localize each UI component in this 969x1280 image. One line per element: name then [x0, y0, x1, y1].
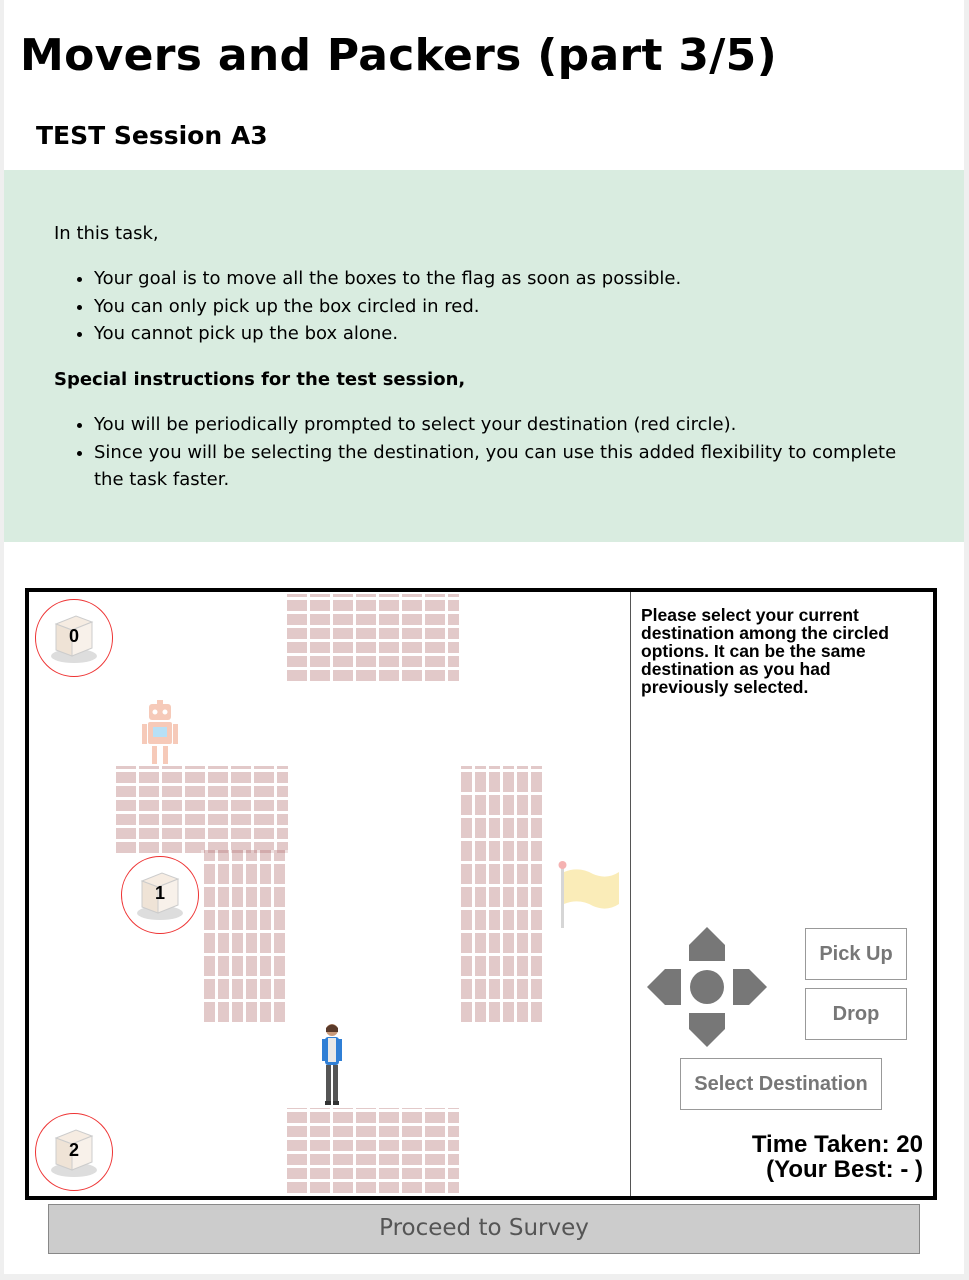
- box-destination-2[interactable]: [35, 1113, 113, 1191]
- dpad-arrows-icon[interactable]: [645, 925, 769, 1049]
- list-item: • Your goal is to move all the boxes to the flag as soon as possible.: [94, 265, 924, 293]
- box-destination-0[interactable]: [35, 599, 113, 677]
- flag-icon: [557, 860, 621, 930]
- robot-icon: [141, 700, 179, 766]
- bottom-frame: [0, 1274, 969, 1280]
- time-taken: Time Taken: 20: [751, 1131, 923, 1158]
- game-area: [25, 588, 937, 1200]
- box-label: 1: [154, 883, 165, 903]
- game-board: [29, 592, 630, 1196]
- box-label: 0: [68, 626, 79, 646]
- instructions-panel: [4, 170, 964, 542]
- instructions-intro: In this task,: [54, 223, 159, 244]
- wall-bottom: [287, 1108, 459, 1196]
- wall-right-vertical: [458, 766, 545, 1022]
- move-down-button[interactable]: [689, 1013, 725, 1047]
- wall-left-vertical: [201, 850, 288, 1022]
- move-up-button[interactable]: [689, 927, 725, 961]
- session-title: TEST Session A3: [36, 121, 268, 150]
- stay-button[interactable]: [690, 970, 724, 1004]
- destination-prompt: Please select your current destination among the circled options. It can be the same destination as you had previously selected.: [641, 605, 889, 697]
- page-title: Movers and Packers (part 3/5): [20, 30, 778, 81]
- move-left-button[interactable]: [647, 969, 681, 1005]
- list-item: • Since you will be selecting the destination, you can use this added flexibility to complete the task faster.: [94, 439, 924, 494]
- wall-top: [287, 594, 459, 684]
- list-item: • You cannot pick up the box alone.: [94, 320, 924, 348]
- box-label: 2: [68, 1140, 79, 1160]
- box-destination-1[interactable]: [121, 856, 199, 934]
- list-item: • You can only pick up the box circled in red.: [94, 293, 924, 321]
- best-time: (Your Best: - ): [766, 1156, 923, 1183]
- time-display: [752, 1132, 923, 1182]
- move-right-button[interactable]: [733, 969, 767, 1005]
- human-icon: [319, 1023, 345, 1107]
- list-item: • You will be periodically prompted to select your destination (red circle).: [94, 411, 924, 439]
- right-frame: [964, 0, 969, 1280]
- control-panel: [631, 592, 933, 1196]
- special-instructions-heading: Special instructions for the test session,: [54, 369, 466, 390]
- rules-list: [54, 265, 924, 348]
- proceed-to-survey-button[interactable]: Proceed to Survey: [48, 1204, 920, 1254]
- select-destination-button[interactable]: Select Destination: [680, 1058, 882, 1110]
- wall-left-horizontal: [116, 766, 288, 856]
- drop-button[interactable]: Drop: [805, 988, 907, 1040]
- pick-up-button[interactable]: Pick Up: [805, 928, 907, 980]
- special-rules-list: [54, 411, 924, 494]
